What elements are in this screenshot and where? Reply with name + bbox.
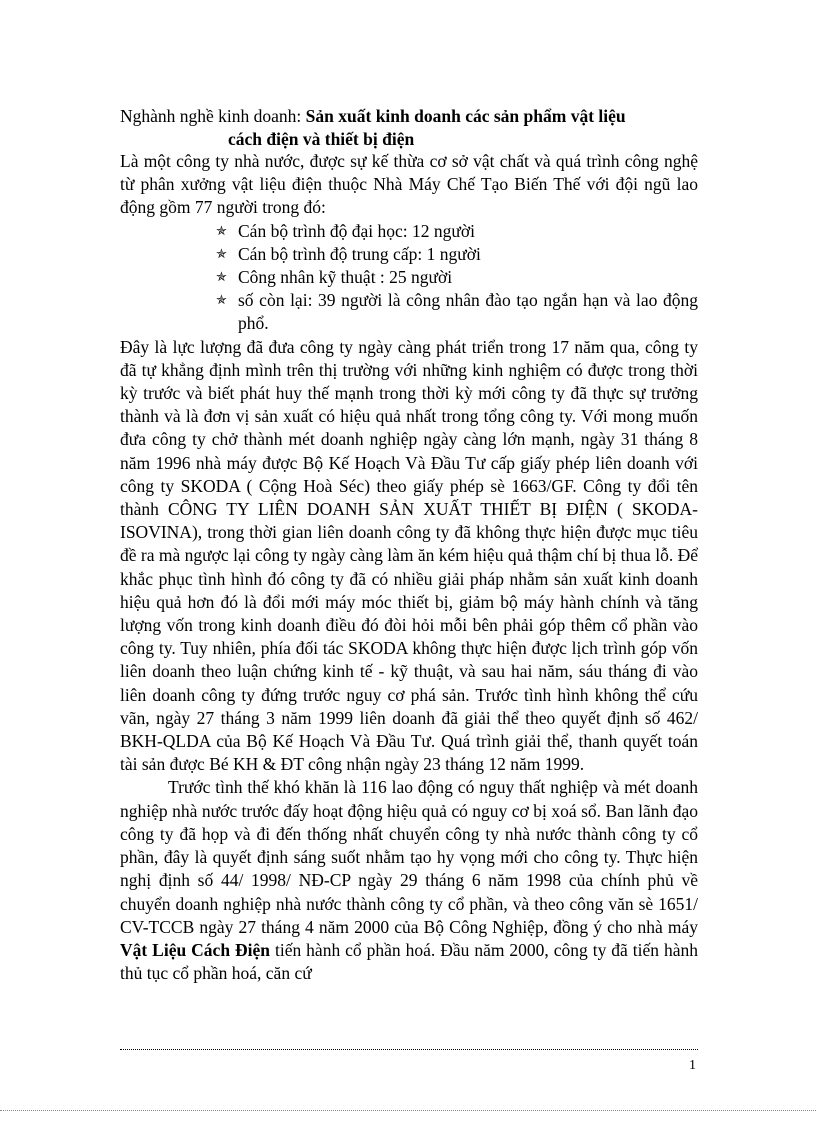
business-line-heading [120,105,700,151]
list-item [216,220,698,243]
list-item [216,289,698,335]
list-item-text: số còn lại: 39 người là công nhân đào tạo ngắn hạn và lao động phổ. [238,290,698,334]
heading-label: Nghành nghề kinh doanh: [120,106,306,126]
heading-value: Sản xuất kinh doanh các sản phẩm vật liệu [305,106,626,126]
footer-divider [120,1049,698,1050]
star-icon: ✯ [216,270,227,286]
list-item-text: Cán bộ trình độ trung cấp: 1 người [238,243,481,264]
equitization-paragraph [120,776,698,985]
list-item [216,243,698,266]
star-icon: ✯ [216,293,227,309]
staff-list [120,220,698,336]
history-paragraph: Đây là lực lượng đã đưa công ty ngày càng phát triển trong 17 năm qua, công ty đã tự khẳng định mình trên thị trường với những kinh nghiệm có được trong thời kỳ trước và biết phát huy thế mạnh trong thời kỳ mới công ty đã thực sự trưởng thành và là đơn vị sản xuất có hiệu quả nhất trong tổng công ty. Với mong muốn đưa công ty chở thành mét doanh nghiệp ngày càng lớn mạnh, ngày 31 tháng 8 năm 1996 nhà máy được Bộ Kế Hoạch Và Đầu Tư cấp giấy phép liên doanh với công ty SKODA ( Cộng Hoà Séc) theo giấy phép sè 1663/GF. Công ty đổi tên thành CÔNG TY LIÊN DOANH SẢN XUẤT THIẾT BỊ ĐIỆN ( SKODA-ISOVINA), trong thời gian liên doanh công ty đã không thực hiện được mục tiêu đề ra mà ngược lại công ty ngày càng làm ăn kém hiệu quả thậm chí bị thua lỗ. Để khắc phục tình hình đó công ty đã có nhiều giải pháp nhằm sản xuất kinh doanh hiệu quả hơn đó là đổi mới máy móc thiết bị, giảm bộ máy hành chính và tăng lượng vốn trong kinh doanh điều đó đòi hỏi mỗi bên phải góp thêm cổ phần vào công ty. Tuy nhiên, phía đối tác SKODA không thực hiện được lịch trình góp vốn liên doanh theo luận chứng kinh tế - kỹ thuật, và sau hai năm, sáu tháng đi vào liên doanh công ty đứng trước nguy cơ phá sản. Trước tình hình không thể cứu vãn, ngày 27 tháng 3 năm 1999 liên doanh đã giải thể theo quyết định số 462/ BKH-QLDA của Bộ Kế Hoạch Và Đầu Tư. Quá trình giải thể, thanh quyết toán tài sản được Bé KH & ĐT công nhận ngày 23 tháng 12 năm 1999. [120,336,698,775]
star-icon: ✯ [216,246,227,262]
equitization-text-end: tiến hành cổ phần hoá. Đầu năm 2000, công ty đã tiến hành thủ tục cổ phần hoá, căn cứ [120,939,698,984]
company-name-bold: Vật Liệu Cách Điện [120,939,271,960]
page-bottom-border [0,1110,816,1111]
intro-paragraph: Là một công ty nhà nước, được sự kế thừa cơ sở vật chất và quá trình công nghệ từ phân xưởng vật liệu điện thuộc Nhà Máy Chế Tạo Biến Thế với đội ngũ lao động gồm 77 người trong đó: [120,151,698,218]
page-number: 1 [689,1058,696,1073]
list-item-text: Công nhân kỹ thuật : 25 người [238,267,453,288]
star-icon: ✯ [216,223,227,239]
document-body [120,150,698,985]
list-item [216,266,698,289]
equitization-text-start: Trước tình thế khó khăn là 116 lao động có nguy thất nghiệp và mét doanh nghiệp nhà nước trước đấy hoạt động hiệu quả có nguy cơ bị xoá sổ. Ban lãnh đạo công ty đã họp và đi đến thống nhất chuyển công ty nhà nước thành công ty cổ phần, đây là quyết định sáng suốt nhằm tạo hy vọng mới cho công ty. Thực hiện nghị định số 44/ 1998/ NĐ-CP ngày 29 tháng 6 năm 1998 của chính phủ về chuyển doanh nghiệp nhà nước thành công ty cổ phần, và theo công văn sè 1651/ CV-TCCB ngày 27 tháng 4 năm 2000 của Bộ Công Nghiệp, đồng ý cho nhà máy [120,777,698,937]
list-item-text: Cán bộ trình độ đại học: 12 người [238,220,475,241]
heading-value-continued: cách điện và thiết bị điện [228,129,415,149]
